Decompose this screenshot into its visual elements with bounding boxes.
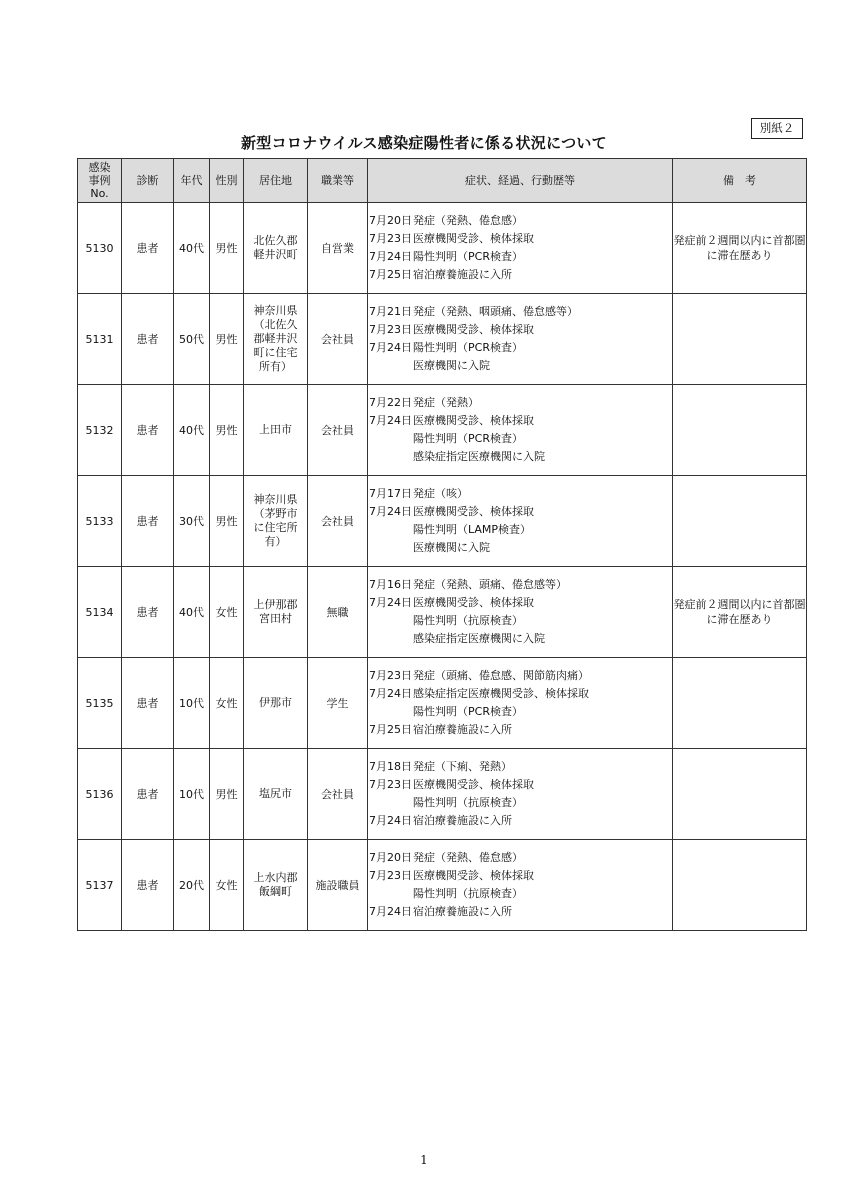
diagnosis-cell: 患者: [122, 658, 174, 749]
course-entry: [368, 867, 672, 885]
diagnosis-cell: 患者: [122, 294, 174, 385]
diagnosis-cell: 患者: [122, 203, 174, 294]
course-text: 陽性判明（抗原検査）: [413, 887, 523, 900]
course-text: 宿泊療養施設に入所: [413, 905, 512, 918]
occupation-cell: 自営業: [308, 203, 368, 294]
page-title: 新型コロナウイルス感染症陽性者に係る状況について: [240, 134, 607, 152]
diagnosis-cell: 患者: [122, 476, 174, 567]
case-number-cell: 5132: [78, 385, 122, 476]
course-date: [368, 521, 413, 539]
course-text: 発症（発熱、頭痛、倦怠感等）: [413, 578, 567, 591]
course-text: 医療機関受診、検体採取: [413, 414, 534, 427]
course-date: 7月23日: [369, 669, 412, 682]
course-text: 宿泊療養施設に入所: [413, 268, 512, 281]
sex-cell: 男性: [210, 294, 244, 385]
course-date: 7月20日: [369, 851, 412, 864]
table-row: [78, 567, 807, 658]
course-text: 医療機関受診、検体採取: [413, 323, 534, 336]
course-text: 発症（発熱、咽頭痛、倦怠感等）: [413, 305, 578, 318]
course-text: 陽性判明（PCR検査）: [413, 705, 523, 718]
course-date: 7月25日: [369, 723, 412, 736]
table-row: [78, 203, 807, 294]
course-cell: [368, 476, 673, 567]
course-date: 7月24日: [369, 414, 412, 427]
case-number-cell: 5137: [78, 840, 122, 931]
diagnosis-cell: 患者: [122, 385, 174, 476]
header-residence: 居住地: [244, 159, 308, 203]
table-row: [78, 749, 807, 840]
course-date: 7月24日: [369, 905, 412, 918]
age-cell: 40代: [174, 203, 210, 294]
course-text: 発症（発熱、倦怠感）: [413, 851, 523, 864]
occupation-cell: 施設職員: [308, 840, 368, 931]
course-text: 感染症指定医療機関に入院: [413, 632, 545, 645]
course-text: 医療機関受診、検体採取: [413, 596, 534, 609]
course-entry: [368, 539, 672, 557]
course-entry: [368, 667, 672, 685]
course-date: [368, 357, 413, 375]
residence-text: 神奈川県（茅野市に住宅所有）: [253, 493, 298, 548]
case-number-cell: 5131: [78, 294, 122, 385]
residence-text: 神奈川県（北佐久郡軽井沢町に住宅所有）: [253, 304, 298, 373]
occupation-cell: 会社員: [308, 749, 368, 840]
case-number-cell: 5130: [78, 203, 122, 294]
case-number-cell: 5134: [78, 567, 122, 658]
header-diagnosis: 診断: [122, 159, 174, 203]
course-cell: [368, 567, 673, 658]
course-entry: [368, 485, 672, 503]
occupation-cell: 会社員: [308, 385, 368, 476]
occupation-cell: 会社員: [308, 476, 368, 567]
course-text: 感染症指定医療機関に入院: [413, 450, 545, 463]
occupation-cell: 学生: [308, 658, 368, 749]
remarks-cell: [673, 749, 807, 840]
occupation-cell: 会社員: [308, 294, 368, 385]
course-entry: [368, 794, 672, 812]
residence-text: 塩尻市: [259, 787, 292, 800]
residence-cell: [244, 385, 308, 476]
course-entry: [368, 885, 672, 903]
age-cell: 20代: [174, 840, 210, 931]
course-date: [368, 430, 413, 448]
page-number: 1: [420, 1153, 428, 1167]
course-entry: [368, 630, 672, 648]
diagnosis-cell: 患者: [122, 840, 174, 931]
residence-text: 上伊那郡宮田村: [253, 598, 298, 625]
course-entry: [368, 503, 672, 521]
sex-cell: 男性: [210, 203, 244, 294]
residence-cell: [244, 658, 308, 749]
course-entry: [368, 903, 672, 921]
course-entry: [368, 812, 672, 830]
course-entry: [368, 212, 672, 230]
course-text: 発症（発熱、倦怠感）: [413, 214, 523, 227]
residence-text: 北佐久郡軽井沢町: [253, 234, 298, 261]
course-entry: [368, 230, 672, 248]
table-row: [78, 476, 807, 567]
diagnosis-cell: 患者: [122, 749, 174, 840]
course-text: 発症（発熱）: [413, 396, 479, 409]
course-entry: [368, 521, 672, 539]
header-case-no: [78, 159, 122, 203]
course-date: 7月23日: [369, 869, 412, 882]
age-cell: 10代: [174, 749, 210, 840]
course-text: 陽性判明（抗原検査）: [413, 796, 523, 809]
table-row: [78, 840, 807, 931]
course-text: 陽性判明（抗原検査）: [413, 614, 523, 627]
course-text: 陽性判明（PCR検査）: [413, 432, 523, 445]
course-date: 7月23日: [369, 232, 412, 245]
course-date: 7月24日: [369, 814, 412, 827]
course-cell: [368, 840, 673, 931]
table-header-row: [78, 159, 807, 203]
course-date: 7月24日: [369, 505, 412, 518]
remarks-cell: [673, 658, 807, 749]
remarks-cell: [673, 294, 807, 385]
course-text: 医療機関受診、検体採取: [413, 778, 534, 791]
sex-cell: 女性: [210, 840, 244, 931]
course-entry: [368, 776, 672, 794]
remarks-cell: [673, 476, 807, 567]
header-case-no-label: 感染事例No.: [88, 161, 111, 200]
course-entry: [368, 594, 672, 612]
course-entry: [368, 703, 672, 721]
course-entry: [368, 248, 672, 266]
course-date: 7月24日: [369, 687, 412, 700]
course-text: 発症（頭痛、倦怠感、関節筋肉痛）: [413, 669, 589, 682]
course-entry: [368, 394, 672, 412]
header-remarks: 備 考: [673, 159, 807, 203]
table-row: [78, 385, 807, 476]
course-date: 7月23日: [369, 778, 412, 791]
sex-cell: 男性: [210, 385, 244, 476]
course-cell: [368, 385, 673, 476]
course-text: 医療機関受診、検体採取: [413, 869, 534, 882]
residence-cell: [244, 476, 308, 567]
remarks-cell: 発症前２週間以内に首都圏に滞在歴あり: [673, 203, 807, 294]
course-date: [368, 885, 413, 903]
course-entry: [368, 758, 672, 776]
course-text: 宿泊療養施設に入所: [413, 723, 512, 736]
case-number-cell: 5136: [78, 749, 122, 840]
sex-cell: 男性: [210, 476, 244, 567]
cases-table: [77, 158, 807, 931]
course-date: 7月24日: [369, 250, 412, 263]
course-entry: [368, 612, 672, 630]
course-entry: [368, 685, 672, 703]
age-cell: 50代: [174, 294, 210, 385]
remarks-cell: [673, 840, 807, 931]
course-text: 発症（下痢、発熱）: [413, 760, 512, 773]
age-cell: 30代: [174, 476, 210, 567]
course-date: [368, 612, 413, 630]
age-cell: 10代: [174, 658, 210, 749]
residence-cell: [244, 840, 308, 931]
course-cell: [368, 658, 673, 749]
header-sex: 性別: [210, 159, 244, 203]
sex-cell: 女性: [210, 567, 244, 658]
course-text: 宿泊療養施設に入所: [413, 814, 512, 827]
course-entry: [368, 321, 672, 339]
residence-text: 上水内郡飯綱町: [253, 871, 298, 898]
age-cell: 40代: [174, 385, 210, 476]
course-date: 7月23日: [369, 323, 412, 336]
course-cell: [368, 294, 673, 385]
course-text: 医療機関に入院: [413, 359, 490, 372]
course-text: 医療機関受診、検体採取: [413, 232, 534, 245]
course-date: 7月25日: [369, 268, 412, 281]
course-date: 7月21日: [369, 305, 412, 318]
course-date: 7月18日: [369, 760, 412, 773]
course-date: 7月17日: [369, 487, 412, 500]
course-entry: [368, 430, 672, 448]
course-date: 7月16日: [369, 578, 412, 591]
course-entry: [368, 357, 672, 375]
sex-cell: 男性: [210, 749, 244, 840]
course-date: [368, 630, 413, 648]
table-row: [78, 658, 807, 749]
age-cell: 40代: [174, 567, 210, 658]
diagnosis-cell: 患者: [122, 567, 174, 658]
remarks-cell: 発症前２週間以内に首都圏に滞在歴あり: [673, 567, 807, 658]
course-entry: [368, 339, 672, 357]
course-date: [368, 703, 413, 721]
course-date: 7月24日: [369, 341, 412, 354]
course-text: 医療機関受診、検体採取: [413, 505, 534, 518]
residence-text: 上田市: [259, 423, 292, 436]
remarks-cell: [673, 385, 807, 476]
course-text: 陽性判明（PCR検査）: [413, 341, 523, 354]
course-text: 陽性判明（PCR検査）: [413, 250, 523, 263]
residence-cell: [244, 749, 308, 840]
course-entry: [368, 266, 672, 284]
case-number-cell: 5133: [78, 476, 122, 567]
attachment-label: 別紙２: [751, 118, 803, 139]
course-date: 7月24日: [369, 596, 412, 609]
course-entry: [368, 303, 672, 321]
course-entry: [368, 576, 672, 594]
course-date: [368, 448, 413, 466]
residence-cell: [244, 203, 308, 294]
course-text: 陽性判明（LAMP検査）: [413, 523, 532, 536]
residence-cell: [244, 294, 308, 385]
course-entry: [368, 412, 672, 430]
course-entry: [368, 849, 672, 867]
course-text: 発症（咳）: [413, 487, 468, 500]
course-date: 7月22日: [369, 396, 412, 409]
case-number-cell: 5135: [78, 658, 122, 749]
course-cell: [368, 749, 673, 840]
header-course: 症状、経過、行動歴等: [368, 159, 673, 203]
table-row: [78, 294, 807, 385]
course-date: [368, 539, 413, 557]
course-entry: [368, 721, 672, 739]
sex-cell: 女性: [210, 658, 244, 749]
occupation-cell: 無職: [308, 567, 368, 658]
header-age: 年代: [174, 159, 210, 203]
header-occupation: 職業等: [308, 159, 368, 203]
residence-cell: [244, 567, 308, 658]
course-entry: [368, 448, 672, 466]
course-date: 7月20日: [369, 214, 412, 227]
course-text: 医療機関に入院: [413, 541, 490, 554]
course-date: [368, 794, 413, 812]
course-cell: [368, 203, 673, 294]
course-text: 感染症指定医療機関受診、検体採取: [413, 687, 589, 700]
residence-text: 伊那市: [259, 696, 292, 709]
